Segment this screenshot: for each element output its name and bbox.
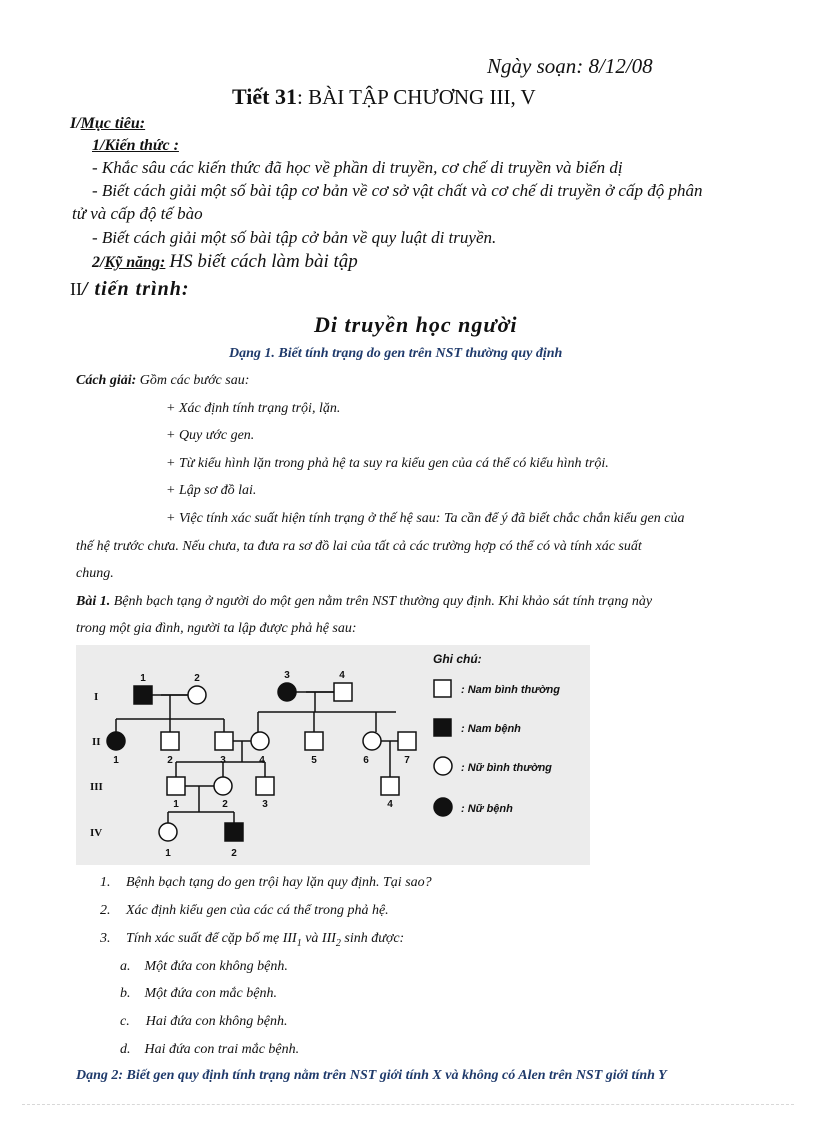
ind-III4-normal-male bbox=[381, 777, 399, 795]
step-4: + Lập sơ đồ lai. bbox=[166, 483, 257, 498]
ind-II5-normal-male bbox=[305, 732, 323, 750]
num-II3: 3 bbox=[220, 755, 226, 766]
num-II4: 4 bbox=[259, 755, 265, 766]
title-rest: : BÀI TẬP CHƯƠNG III, V bbox=[296, 85, 536, 109]
knowledge-item-2-cont: tử và cấp độ tế bào bbox=[72, 204, 203, 223]
question-1 bbox=[100, 875, 432, 891]
knowledge-item-3: - Biết cách giải một số bài tập cở bản về quy luật di truyền. bbox=[92, 228, 497, 247]
num-III2: 2 bbox=[222, 799, 228, 810]
method-line bbox=[76, 373, 249, 389]
method-label: Cách giải: bbox=[76, 373, 137, 388]
question-3-num: 3. bbox=[100, 931, 111, 946]
section-title: Di truyền học người bbox=[314, 312, 518, 337]
bai1-label: Bài 1. bbox=[76, 594, 111, 609]
subitem-b: b. Một đứa con mắc bệnh. bbox=[120, 986, 277, 1001]
type1-title: Dạng 1. Biết tính trạng do gen trên NST thường quy định bbox=[229, 346, 563, 361]
question-1-text: Bệnh bạch tạng do gen trội hay lặn quy định. Tại sao? bbox=[126, 875, 432, 890]
question-1-num: 1. bbox=[100, 875, 111, 890]
question-2-num: 2. bbox=[100, 903, 111, 918]
num-III3: 3 bbox=[262, 799, 268, 810]
bai1-line-2: trong một gia đình, người ta lập được phả hệ sau: bbox=[76, 621, 357, 636]
step-5-line-2: thế hệ trước chưa. Nếu chưa, ta đưa ra sơ đồ lai của tất cả các trường hợp có thể có và tính xác suất bbox=[76, 539, 642, 554]
ind-I4-normal-male bbox=[334, 683, 352, 701]
title-prefix: Tiết 31 bbox=[232, 84, 297, 109]
date-line: Ngày soạn: 8/12/08 bbox=[487, 54, 653, 78]
num-II2: 2 bbox=[167, 755, 173, 766]
legend-affected-male-label: : Nam bệnh bbox=[461, 723, 521, 735]
ind-I1-affected-male bbox=[134, 686, 152, 704]
ind-II6-normal-female bbox=[363, 732, 381, 750]
skills-num: 2/ bbox=[92, 254, 105, 271]
knowledge-item-1: - Khắc sâu các kiến thức đã học về phần di truyền, cơ chế di truyền và biến dị bbox=[92, 158, 623, 177]
gen-label-II: II bbox=[92, 736, 101, 748]
knowledge-heading: 1/Kiến thức : bbox=[92, 137, 179, 154]
objectives-roman: I/ bbox=[70, 115, 81, 132]
ind-I3-affected-female bbox=[278, 683, 296, 701]
ind-III1-normal-male bbox=[167, 777, 185, 795]
num-III1: 1 bbox=[173, 799, 179, 810]
num-I3: 3 bbox=[284, 670, 290, 681]
ind-II3-normal-male bbox=[215, 732, 233, 750]
num-I1: 1 bbox=[140, 673, 146, 684]
gen-label-IV: IV bbox=[90, 827, 103, 839]
objectives-label: Mục tiêu: bbox=[80, 115, 146, 132]
pedigree-figure bbox=[76, 645, 590, 865]
question-2-text: Xác định kiểu gen của các cá thể trong phả hệ. bbox=[126, 903, 389, 918]
ind-IV1-normal-female bbox=[159, 823, 177, 841]
ind-II7-normal-male bbox=[398, 732, 416, 750]
legend-affected-female-label: : Nữ bệnh bbox=[461, 803, 513, 815]
num-II5: 5 bbox=[311, 755, 317, 766]
question-3-text: Tính xác suất để cặp bố mẹ $III_1$ và $III_2$ sinh được: bbox=[126, 931, 405, 949]
ind-II2-normal-male bbox=[161, 732, 179, 750]
num-II6: 6 bbox=[363, 755, 369, 766]
legend-normal-male-icon bbox=[434, 680, 451, 697]
question-3 bbox=[100, 931, 404, 949]
process-label: / tiến trình: bbox=[82, 278, 190, 300]
knowledge-item-2: - Biết cách giải một số bài tập cơ bản về cơ sở vật chất và cơ chế di truyền ở cấp độ phân bbox=[92, 181, 703, 200]
gen-label-III: III bbox=[90, 781, 103, 793]
step-2: + Quy ước gen. bbox=[166, 428, 255, 443]
legend-affected-male-icon bbox=[434, 719, 451, 736]
num-II1: 1 bbox=[113, 755, 119, 766]
subitem-a: a. Một đứa con không bệnh. bbox=[120, 959, 288, 974]
subitem-c: c. Hai đứa con không bệnh. bbox=[120, 1014, 288, 1029]
num-I2: 2 bbox=[194, 673, 200, 684]
ind-III3-normal-male bbox=[256, 777, 274, 795]
step-5-line-3: chung. bbox=[76, 566, 114, 581]
bai1-line-1 bbox=[76, 594, 652, 610]
ind-I2-normal-female bbox=[188, 686, 206, 704]
step-1: + Xác định tính trạng trội, lặn. bbox=[166, 401, 341, 416]
question-2 bbox=[100, 903, 389, 919]
legend-normal-male-label: : Nam bình thường bbox=[461, 684, 560, 696]
num-II7: 7 bbox=[404, 755, 410, 766]
objectives-heading bbox=[70, 115, 145, 133]
legend-title: Ghi chú: bbox=[433, 652, 482, 666]
bai1-text-1: Bệnh bạch tạng ở người do một gen nằm trên NST thường quy định. Khi khảo sát tính trạng này bbox=[113, 594, 653, 609]
method-intro: Gồm các bước sau: bbox=[139, 373, 250, 388]
skills-line bbox=[92, 251, 358, 273]
ind-III2-normal-female bbox=[214, 777, 232, 795]
num-IV2: 2 bbox=[231, 848, 237, 859]
ind-II1-affected-female bbox=[107, 732, 125, 750]
legend-normal-female-icon bbox=[434, 757, 452, 775]
skills-text: HS biết cách làm bài tập bbox=[169, 251, 358, 272]
ind-II4-normal-female bbox=[251, 732, 269, 750]
legend-affected-female-icon bbox=[434, 798, 452, 816]
num-III4: 4 bbox=[387, 799, 393, 810]
num-I4: 4 bbox=[339, 670, 345, 681]
subitem-d: d. Hai đứa con trai mắc bệnh. bbox=[120, 1042, 300, 1057]
skills-label: Kỹ năng: bbox=[104, 254, 166, 271]
step-5-line-1: + Việc tính xác suất hiện tính trạng ở thế hệ sau: Ta cần để ý đã biết chắc chắn kiểu gen của bbox=[166, 511, 685, 526]
gen-label-I: I bbox=[94, 691, 99, 703]
process-heading bbox=[70, 278, 189, 301]
page-title bbox=[232, 84, 536, 110]
num-IV1: 1 bbox=[165, 848, 171, 859]
page-bottom-divider bbox=[22, 1104, 794, 1105]
type2-title: Dạng 2: Biết gen quy định tính trạng nằm trên NST giới tính X và không có Alen trên NST giới tính Y bbox=[76, 1068, 667, 1083]
step-3: + Từ kiểu hình lặn trong phả hệ ta suy ra kiểu gen của cá thể có kiểu hình trội. bbox=[166, 456, 609, 471]
ind-IV2-affected-male bbox=[225, 823, 243, 841]
legend-normal-female-label: : Nữ bình thường bbox=[461, 762, 552, 774]
process-roman: II bbox=[70, 279, 82, 299]
